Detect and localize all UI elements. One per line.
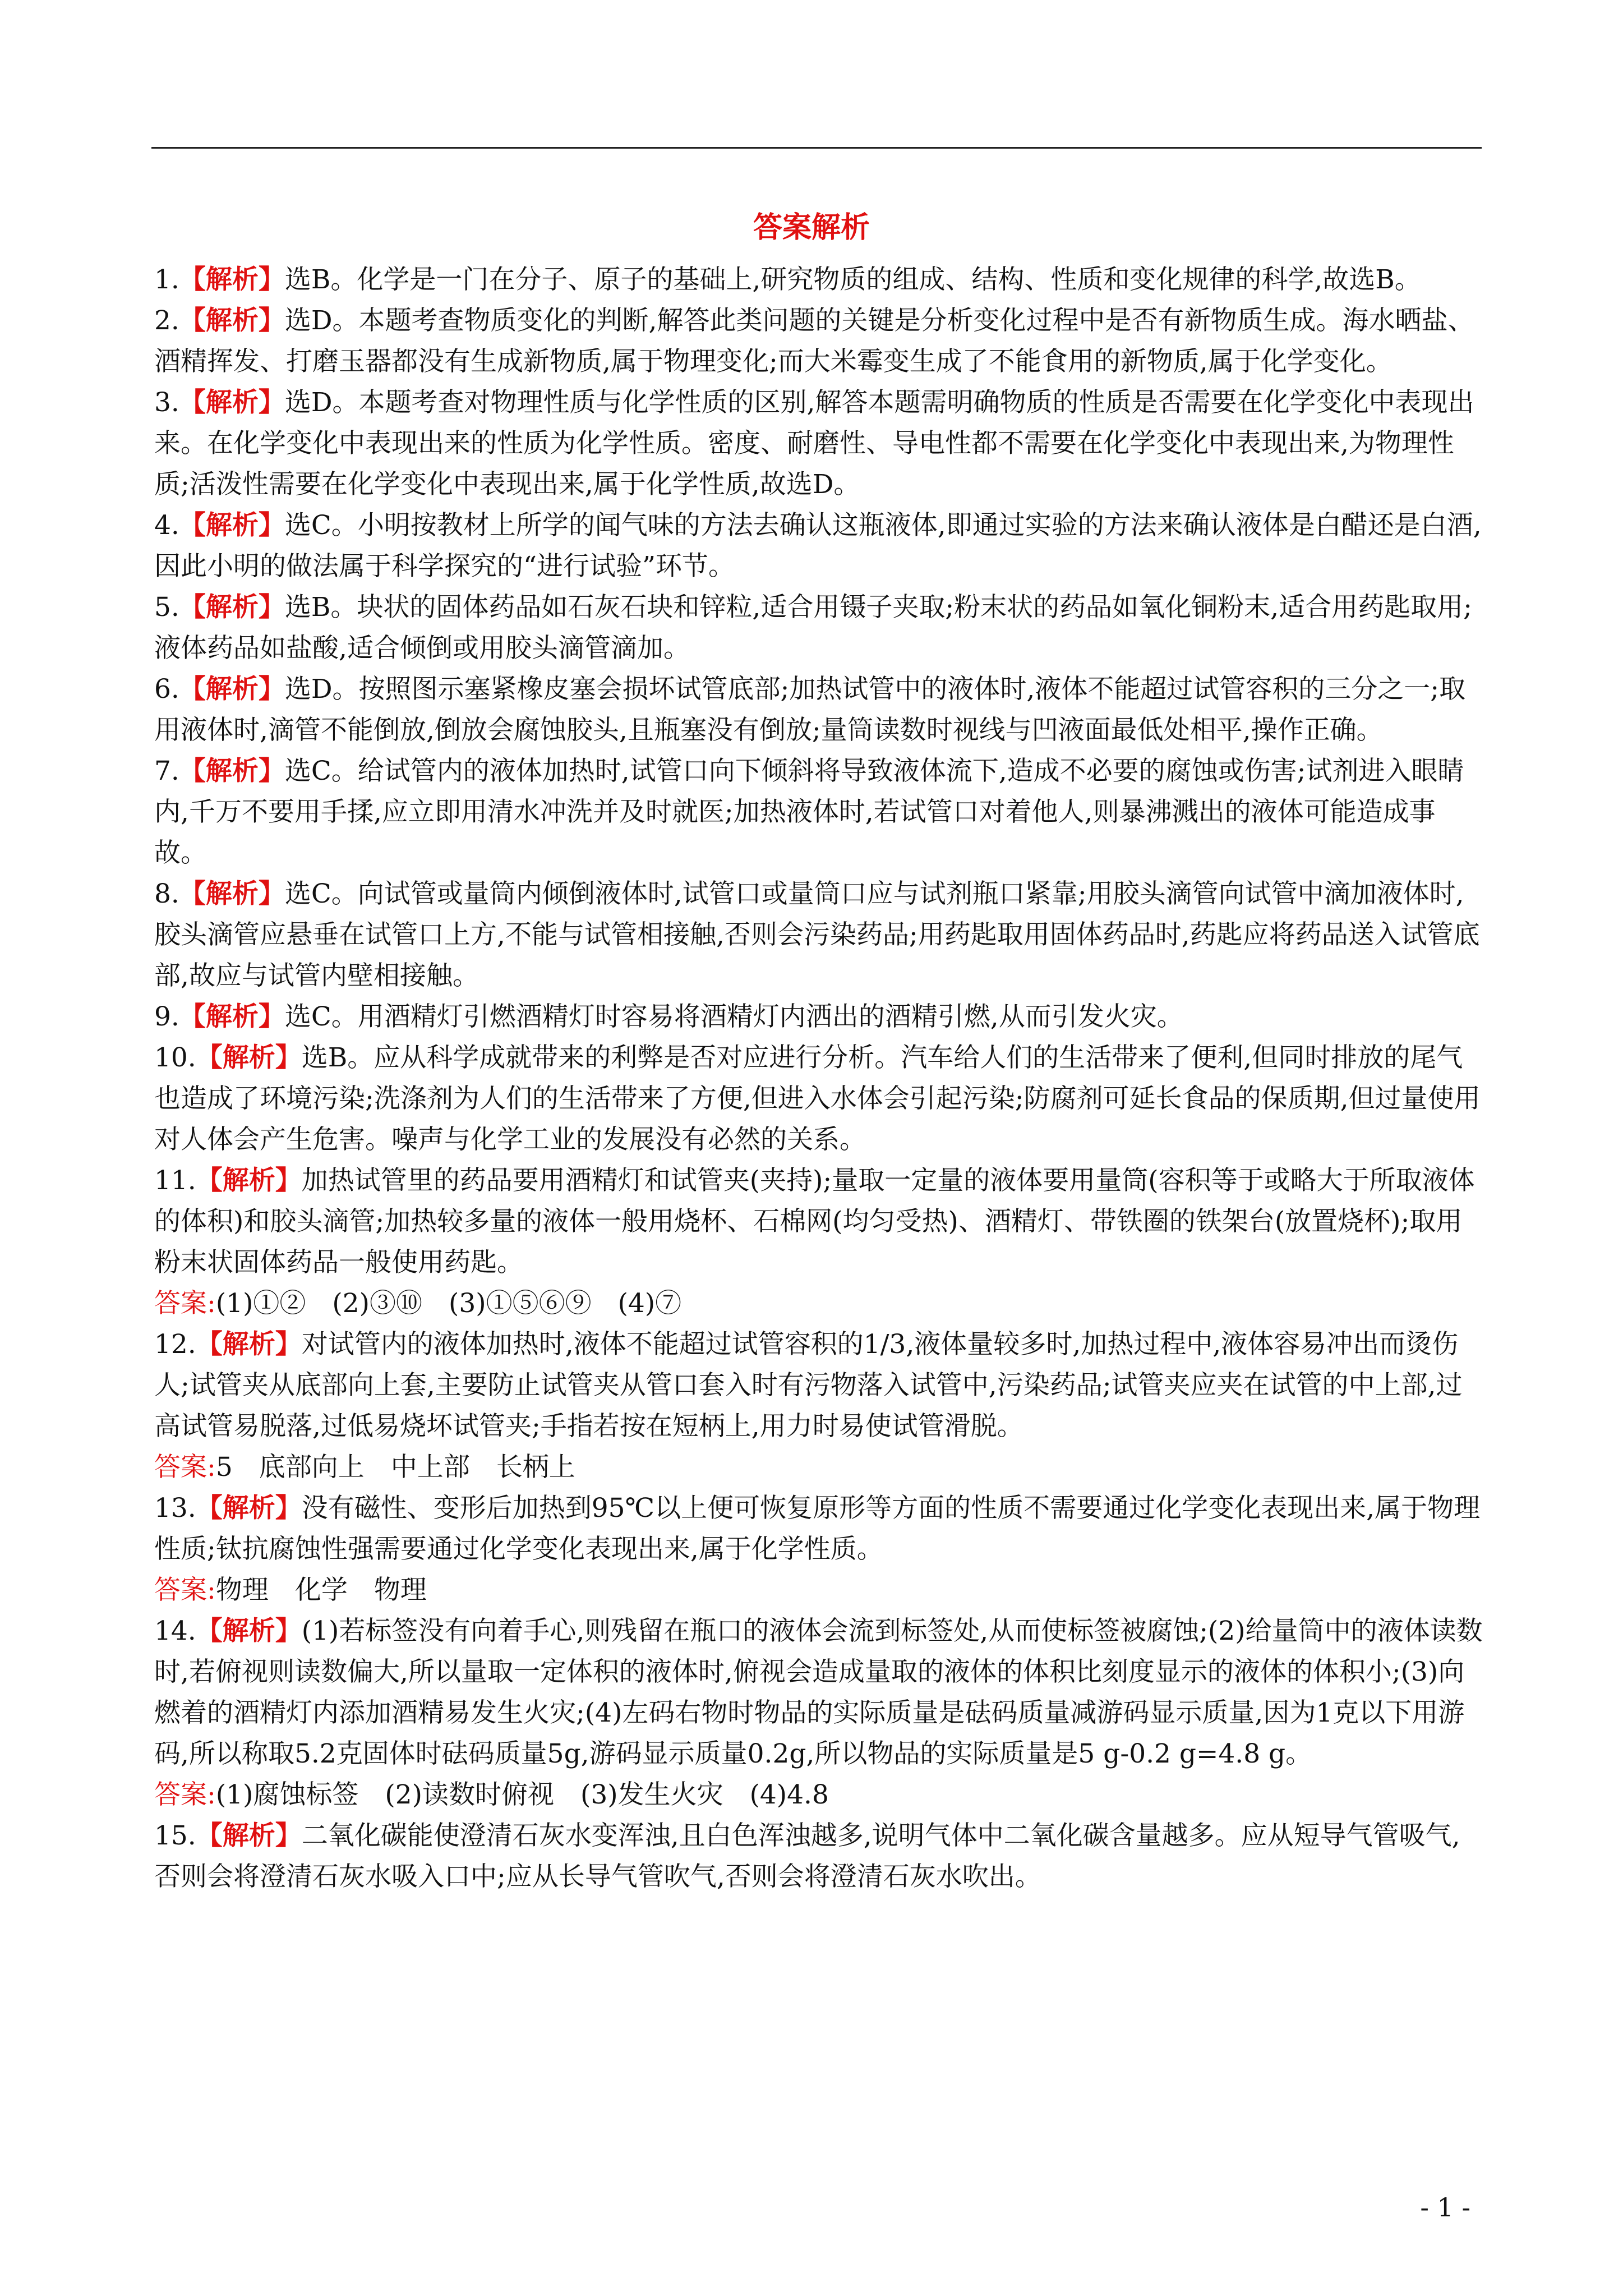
- analysis-item: [154, 1488, 1483, 1570]
- page-title: 答案解析: [753, 211, 870, 245]
- answer-line: [154, 1774, 1483, 1815]
- analysis-text: 对试管内的液体加热时,液体不能超过试管容积的1/3,液体量较多时,加热过程中,液体容易冲出而烫伤人;试管夹从底部向上套,主要防止试管夹从管口套入时有污物落入试管中,污染药品;试管夹应夹在试管的中上部,过高试管易脱落,过低易烧坏试管夹;手指若按在短柄上,用力时易使试管滑脱。: [154, 1329, 1463, 1442]
- answer-label: 答案:: [154, 1779, 216, 1810]
- analysis-tag: 【解析】: [196, 1616, 302, 1646]
- analysis-item: [154, 1037, 1483, 1160]
- analysis-text: 选C。给试管内的液体加热时,试管口向下倾斜将导致液体流下,造成不必要的腐蚀或伤害;试剂进入眼睛内,千万不要用手揉,应立即用清水冲洗并及时就医;加热液体时,若试管口对着他人,则暴沸溅出的液体可能造成事故。: [154, 756, 1464, 868]
- analysis-tag: 【解析】: [179, 1001, 285, 1032]
- answer-line: [154, 1570, 1483, 1611]
- analysis-item: [154, 1324, 1483, 1447]
- analysis-tag: 【解析】: [179, 674, 285, 705]
- analysis-tag: 【解析】: [179, 592, 285, 623]
- analysis-item: [154, 259, 1483, 300]
- analysis-item: [154, 382, 1483, 505]
- answer-value: (1)腐蚀标签 (2)读数时俯视 (3)发生火灾 (4)4.8: [215, 1779, 829, 1810]
- item-number: 14.: [154, 1616, 196, 1646]
- analysis-tag: 【解析】: [196, 1042, 302, 1073]
- analysis-item: [154, 1611, 1483, 1774]
- analysis-text: 选B。块状的固体药品如石灰石块和锌粒,适合用镊子夹取;粉末状的药品如氧化铜粉末,适合用药匙取用;液体药品如盐酸,适合倾倒或用胶头滴管滴加。: [154, 592, 1472, 664]
- analysis-text: 二氧化碳能使澄清石灰水变浑浊,且白色浑浊越多,说明气体中二氧化碳含量越多。应从短导气管吸气,否则会将澄清石灰水吸入口中;应从长导气管吹气,否则会将澄清石灰水吹出。: [154, 1820, 1460, 1892]
- analysis-text: 选D。按照图示塞紧橡皮塞会损坏试管底部;加热试管中的液体时,液体不能超过试管容积的三分之一;取用液体时,滴管不能倒放,倒放会腐蚀胶头,且瓶塞没有倒放;量筒读数时视线与凹液面最低处相平,操作正确。: [154, 674, 1466, 746]
- analysis-text: 选C。小明按教材上所学的闻气味的方法去确认这瓶液体,即通过实验的方法来确认液体是白醋还是白酒,因此小明的做法属于科学探究的“进行试验”环节。: [154, 510, 1482, 582]
- analysis-item: [154, 873, 1483, 996]
- item-number: 13.: [154, 1493, 196, 1524]
- analysis-text: 选C。用酒精灯引燃酒精灯时容易将酒精灯内洒出的酒精引燃,从而引发火灾。: [284, 1001, 1183, 1032]
- item-number: 1.: [154, 264, 179, 295]
- analysis-tag: 【解析】: [179, 756, 285, 786]
- analysis-text: 没有磁性、变形后加热到95℃以上便可恢复原形等方面的性质不需要通过化学变化表现出来,属于物理性质;钛抗腐蚀性强需要通过化学变化表现出来,属于化学性质。: [154, 1493, 1481, 1565]
- analysis-text: (1)若标签没有向着手心,则残留在瓶口的液体会流到标签处,从而使标签被腐蚀;(2)给量筒中的液体读数时,若俯视则读数偏大,所以量取一定体积的液体时,俯视会造成量取的液体的体积比刻度显示的液体的体积小;(3)向燃着的酒精灯内添加酒精易发生火灾;(4)左码右物时物品的实际质量是砝码质量减游码显示质量,因为1克以下用游码,所以称取5.2克固体时砝码质量5g,游码显示质量0.2g,所以物品的实际质量是5 g-0.2 g=4.8 g。: [154, 1616, 1483, 1769]
- page-number: - 1 -: [1420, 2192, 1470, 2223]
- item-number: 6.: [154, 674, 179, 705]
- analysis-tag: 【解析】: [196, 1165, 302, 1196]
- analysis-item: [154, 996, 1483, 1037]
- analysis-text: 加热试管里的药品要用酒精灯和试管夹(夹持);量取一定量的液体要用量筒(容积等于或略大于所取液体的体积)和胶头滴管;加热较多量的液体一般用烧杯、石棉网(均匀受热)、酒精灯、带铁圈的铁架台(放置烧杯);取用粉末状固体药品一般使用药匙。: [154, 1165, 1475, 1278]
- item-number: 15.: [154, 1820, 196, 1851]
- analysis-tag: 【解析】: [196, 1329, 302, 1360]
- answer-label: 答案:: [154, 1288, 216, 1319]
- answer-label: 答案:: [154, 1452, 216, 1483]
- analysis-text: 选C。向试管或量筒内倾倒液体时,试管口或量筒口应与试剂瓶口紧靠;用胶头滴管向试管中滴加液体时,胶头滴管应悬垂在试管口上方,不能与试管相接触,否则会污染药品;用药匙取用固体药品时,药匙应将药品送入试管底部,故应与试管内壁相接触。: [154, 878, 1480, 991]
- analysis-item: [154, 505, 1483, 587]
- item-number: 4.: [154, 510, 179, 541]
- analysis-item: [154, 1815, 1483, 1897]
- item-number: 9.: [154, 1001, 179, 1032]
- analysis-item: [154, 1160, 1483, 1283]
- item-number: 8.: [154, 878, 179, 909]
- analysis-text: 选B。化学是一门在分子、原子的基础上,研究物质的组成、结构、性质和变化规律的科学,故选B。: [284, 264, 1421, 295]
- analysis-tag: 【解析】: [179, 878, 285, 909]
- item-number: 5.: [154, 592, 179, 623]
- analysis-item: [154, 300, 1483, 382]
- answer-list: [154, 259, 1483, 1897]
- item-number: 7.: [154, 756, 179, 786]
- analysis-tag: 【解析】: [179, 510, 285, 541]
- answer-line: [154, 1447, 1483, 1488]
- analysis-item: [154, 587, 1483, 669]
- analysis-item: [154, 669, 1483, 751]
- answer-value: 物理 化学 物理: [215, 1575, 427, 1605]
- analysis-tag: 【解析】: [196, 1493, 302, 1524]
- analysis-tag: 【解析】: [179, 264, 285, 295]
- answer-value: 5 底部向上 中上部 长柄上: [215, 1452, 575, 1483]
- analysis-tag: 【解析】: [196, 1820, 302, 1851]
- item-number: 12.: [154, 1329, 196, 1360]
- analysis-text: 选B。应从科学成就带来的利弊是否对应进行分析。汽车给人们的生活带来了便利,但同时排放的尾气也造成了环境污染;洗涤剂为人们的生活带来了方便,但进入水体会引起污染;防腐剂可延长食品的保质期,但过量使用对人体会产生危害。噪声与化学工业的发展没有必然的关系。: [154, 1042, 1481, 1155]
- answer-value: (1)①② (2)③⑩ (3)①⑤⑥⑨ (4)⑦: [215, 1288, 682, 1319]
- analysis-item: [154, 751, 1483, 873]
- item-number: 11.: [154, 1165, 196, 1196]
- item-number: 3.: [154, 387, 179, 418]
- analysis-tag: 【解析】: [179, 305, 285, 336]
- analysis-tag: 【解析】: [179, 387, 285, 418]
- answer-line: [154, 1283, 1483, 1324]
- analysis-text: 选D。本题考查物质变化的判断,解答此类问题的关键是分析变化过程中是否有新物质生成。海水晒盐、酒精挥发、打磨玉器都没有生成新物质,属于物理变化;而大米霉变生成了不能食用的新物质,属于化学变化。: [154, 305, 1474, 377]
- item-number: 2.: [154, 305, 179, 336]
- analysis-text: 选D。本题考查对物理性质与化学性质的区别,解答本题需明确物质的性质是否需要在化学变化中表现出来。在化学变化中表现出来的性质为化学性质。密度、耐磨性、导电性都不需要在化学变化中表现出来,为物理性质;活泼性需要在化学变化中表现出来,属于化学性质,故选D。: [154, 387, 1474, 500]
- answer-label: 答案:: [154, 1575, 216, 1605]
- item-number: 10.: [154, 1042, 196, 1073]
- header-rule: [151, 147, 1482, 149]
